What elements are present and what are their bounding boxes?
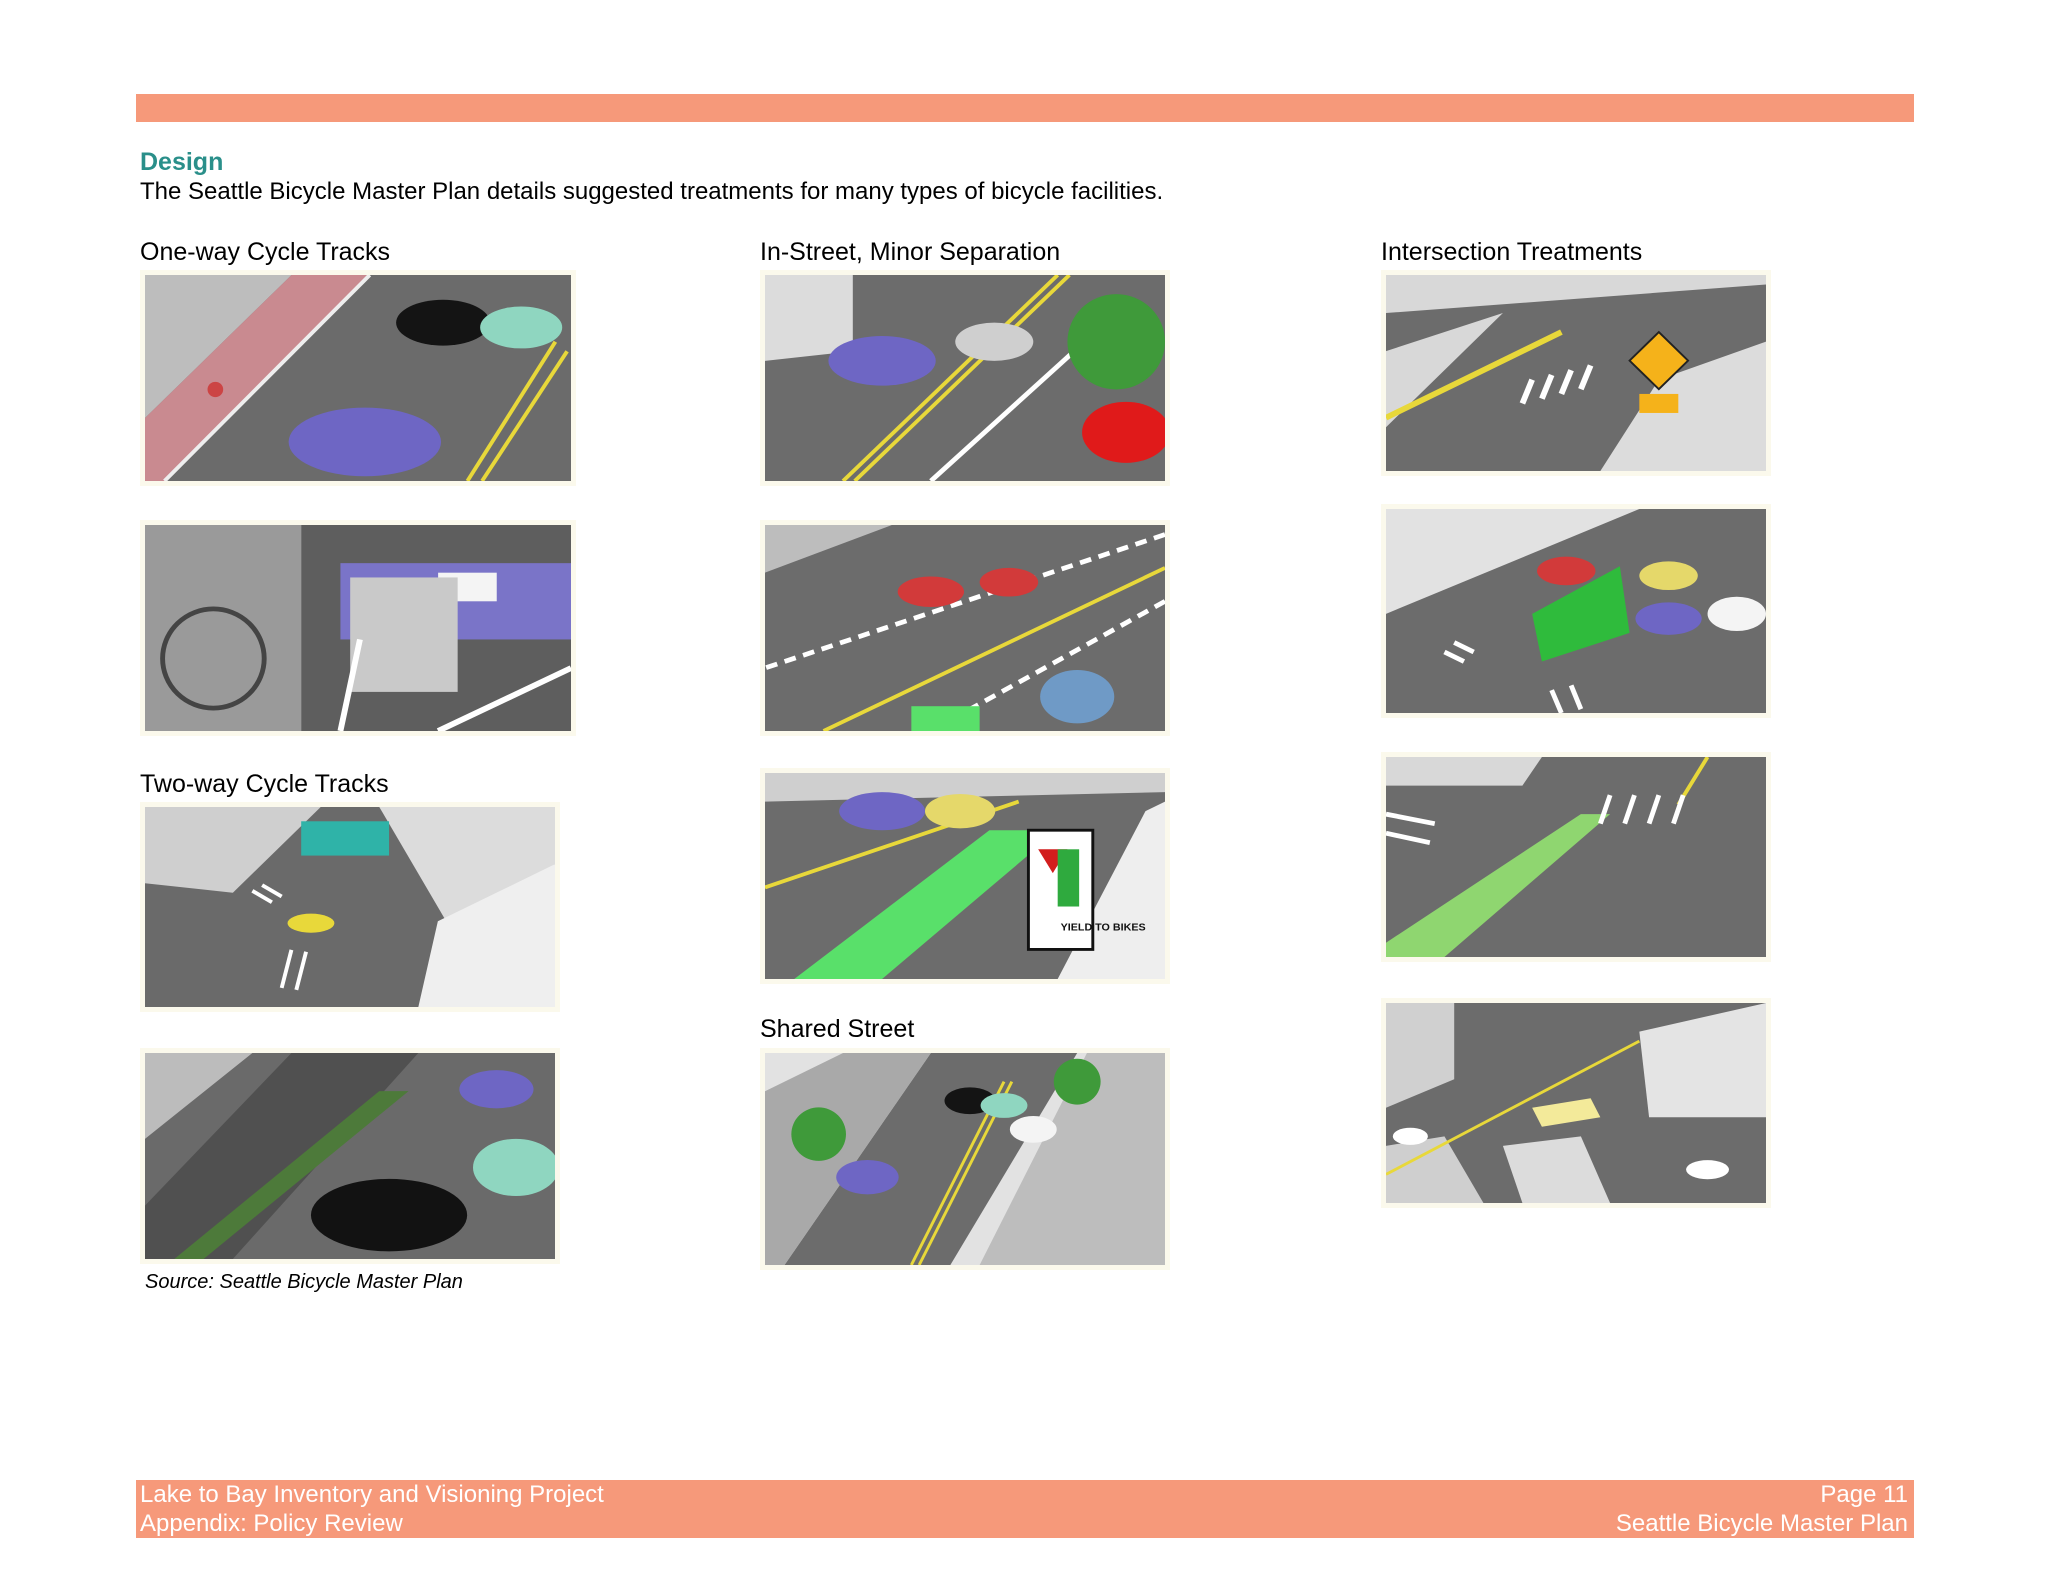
intro-text: The Seattle Bicycle Master Plan details suggested treatments for many types of bicycle facilities. bbox=[140, 178, 1164, 205]
in-street-minor-separation-illustration-1 bbox=[760, 270, 1170, 486]
label-intersection-treatments: Intersection Treatments bbox=[1381, 238, 1643, 266]
two-way-cycle-track-illustration-2 bbox=[140, 1048, 560, 1264]
two-way-cycle-track-illustration-1 bbox=[140, 802, 560, 1012]
label-in-street-minor-separation: In-Street, Minor Separation bbox=[760, 238, 1061, 266]
footer-appendix-title: Appendix: Policy Review bbox=[140, 1510, 403, 1537]
footer-document-title: Seattle Bicycle Master Plan bbox=[1615, 1510, 1908, 1537]
one-way-cycle-track-illustration-2 bbox=[140, 520, 576, 736]
one-way-cycle-track-illustration-1 bbox=[140, 270, 576, 486]
label-two-way-cycle-tracks: Two-way Cycle Tracks bbox=[140, 770, 389, 798]
intersection-treatment-illustration-2 bbox=[1381, 504, 1771, 718]
source-caption: Source: Seattle Bicycle Master Plan bbox=[145, 1271, 463, 1293]
shared-street-illustration bbox=[760, 1048, 1170, 1270]
header-accent-bar bbox=[136, 94, 1914, 122]
footer-bar bbox=[136, 1480, 1914, 1538]
intersection-treatment-illustration-1 bbox=[1381, 270, 1771, 476]
yield-to-bikes-sign-text: YIELD TO BIKES bbox=[1060, 921, 1146, 934]
in-street-minor-separation-illustration-3 bbox=[760, 768, 1170, 984]
intersection-treatment-illustration-4 bbox=[1381, 998, 1771, 1208]
label-shared-street: Shared Street bbox=[760, 1015, 915, 1043]
footer-page-number: Page 11 bbox=[1820, 1481, 1908, 1508]
in-street-minor-separation-illustration-2 bbox=[760, 520, 1170, 736]
footer-project-title: Lake to Bay Inventory and Visioning Project bbox=[140, 1481, 604, 1508]
label-one-way-cycle-tracks: One-way Cycle Tracks bbox=[140, 238, 391, 266]
intersection-treatment-illustration-3 bbox=[1381, 752, 1771, 962]
section-heading: Design bbox=[140, 148, 224, 176]
